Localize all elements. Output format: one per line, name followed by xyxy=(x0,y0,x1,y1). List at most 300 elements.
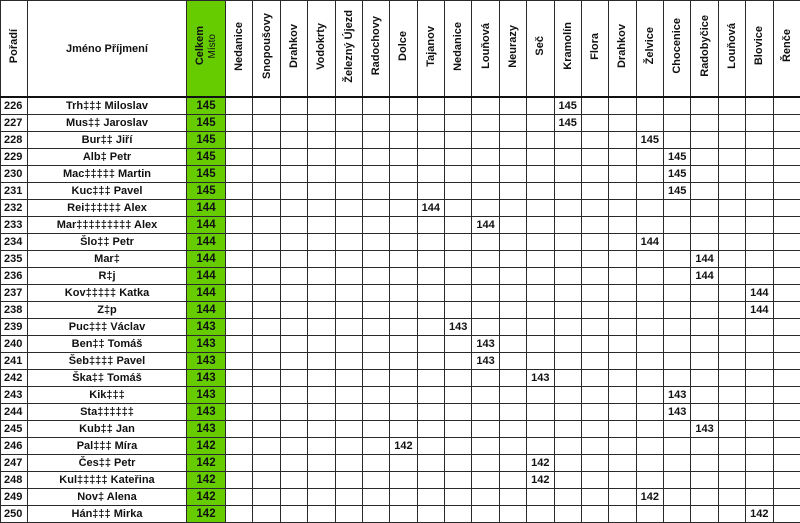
score-cell xyxy=(636,251,663,268)
score-cell xyxy=(746,200,773,217)
score-cell xyxy=(718,166,745,183)
score-cell xyxy=(527,97,554,115)
score-cell xyxy=(773,319,800,336)
score-cell: 143 xyxy=(472,336,499,353)
table-row xyxy=(1,268,800,285)
venue-header xyxy=(609,1,636,98)
score-cell xyxy=(691,387,718,404)
venue-header xyxy=(253,1,280,98)
score-cell xyxy=(390,506,417,523)
score-cell: 143 xyxy=(664,404,691,421)
score-cell xyxy=(280,302,307,319)
score-cell xyxy=(691,200,718,217)
score-cell xyxy=(554,472,581,489)
table-row xyxy=(1,489,800,506)
score-cell xyxy=(390,97,417,115)
score-cell xyxy=(226,319,253,336)
score-cell xyxy=(472,115,499,132)
total-cell: 145 xyxy=(187,183,226,200)
table-row xyxy=(1,319,800,336)
score-cell xyxy=(499,472,526,489)
score-cell xyxy=(472,149,499,166)
venue-header xyxy=(554,1,581,98)
score-cell xyxy=(554,183,581,200)
score-cell xyxy=(581,421,608,438)
total-cell: 143 xyxy=(187,404,226,421)
score-cell xyxy=(581,455,608,472)
score-cell xyxy=(472,506,499,523)
score-cell xyxy=(253,472,280,489)
score-cell: 144 xyxy=(691,251,718,268)
score-cell xyxy=(718,353,745,370)
score-cell xyxy=(609,251,636,268)
score-cell xyxy=(362,404,389,421)
rank-cell: 227 xyxy=(1,115,28,132)
score-cell xyxy=(746,217,773,234)
name-cell: Ben‡‡ Tomáš xyxy=(28,336,187,353)
score-cell xyxy=(335,268,362,285)
score-cell: 145 xyxy=(554,97,581,115)
name-cell: Mus‡‡ Jaroslav xyxy=(28,115,187,132)
name-cell: Ška‡‡ Tomáš xyxy=(28,370,187,387)
table-row xyxy=(1,149,800,166)
table-row xyxy=(1,302,800,319)
score-cell xyxy=(746,438,773,455)
score-cell xyxy=(581,353,608,370)
score-cell xyxy=(390,336,417,353)
score-cell xyxy=(445,217,472,234)
venue-header xyxy=(362,1,389,98)
score-cell xyxy=(445,200,472,217)
score-cell xyxy=(308,489,335,506)
score-cell xyxy=(280,336,307,353)
total-cell: 144 xyxy=(187,217,226,234)
score-cell xyxy=(280,115,307,132)
score-cell xyxy=(335,285,362,302)
score-cell xyxy=(280,319,307,336)
table-row xyxy=(1,234,800,251)
rank-cell: 228 xyxy=(1,132,28,149)
venue-header xyxy=(718,1,745,98)
score-cell xyxy=(746,455,773,472)
name-cell: Šlo‡‡ Petr xyxy=(28,234,187,251)
total-cell: 145 xyxy=(187,149,226,166)
score-cell xyxy=(445,115,472,132)
rank-cell: 234 xyxy=(1,234,28,251)
score-cell xyxy=(308,421,335,438)
score-cell xyxy=(609,149,636,166)
score-cell xyxy=(308,302,335,319)
score-cell xyxy=(527,268,554,285)
score-cell xyxy=(362,200,389,217)
score-cell xyxy=(773,336,800,353)
score-cell xyxy=(664,132,691,149)
score-cell xyxy=(609,268,636,285)
score-cell xyxy=(554,268,581,285)
score-cell xyxy=(390,183,417,200)
rank-cell: 226 xyxy=(1,97,28,115)
score-cell xyxy=(362,268,389,285)
score-cell xyxy=(499,506,526,523)
score-cell xyxy=(390,319,417,336)
name-cell: R‡j xyxy=(28,268,187,285)
score-cell xyxy=(718,489,745,506)
venue-header-label: Drahkov xyxy=(288,24,300,68)
score-cell xyxy=(773,217,800,234)
score-cell: 144 xyxy=(417,200,444,217)
venue-header-label: Neurazy xyxy=(507,25,519,68)
score-cell xyxy=(390,455,417,472)
score-cell xyxy=(664,285,691,302)
score-cell xyxy=(335,438,362,455)
name-cell: Bur‡‡ Jiří xyxy=(28,132,187,149)
name-cell: Šeb‡‡‡‡ Pavel xyxy=(28,353,187,370)
score-cell xyxy=(253,387,280,404)
score-cell xyxy=(445,455,472,472)
score-cell xyxy=(746,472,773,489)
score-cell xyxy=(773,506,800,523)
score-cell xyxy=(308,166,335,183)
score-cell xyxy=(636,217,663,234)
score-cell xyxy=(226,489,253,506)
score-cell xyxy=(527,336,554,353)
score-cell xyxy=(308,472,335,489)
score-cell xyxy=(554,200,581,217)
score-cell xyxy=(664,353,691,370)
total-cell: 142 xyxy=(187,455,226,472)
score-cell xyxy=(390,421,417,438)
score-cell xyxy=(362,455,389,472)
score-cell: 142 xyxy=(636,489,663,506)
score-cell xyxy=(718,506,745,523)
score-cell xyxy=(554,506,581,523)
total-cell: 144 xyxy=(187,302,226,319)
rank-cell: 241 xyxy=(1,353,28,370)
rank-cell: 239 xyxy=(1,319,28,336)
score-cell xyxy=(362,319,389,336)
score-cell xyxy=(499,421,526,438)
score-cell xyxy=(308,149,335,166)
score-cell xyxy=(527,166,554,183)
score-cell xyxy=(718,132,745,149)
score-cell xyxy=(664,489,691,506)
score-cell xyxy=(691,455,718,472)
score-cell xyxy=(280,353,307,370)
score-cell xyxy=(499,370,526,387)
score-cell xyxy=(718,97,745,115)
score-cell xyxy=(718,149,745,166)
score-cell xyxy=(746,149,773,166)
score-cell xyxy=(746,268,773,285)
score-cell xyxy=(253,149,280,166)
rank-cell: 245 xyxy=(1,421,28,438)
score-cell xyxy=(335,336,362,353)
score-cell xyxy=(445,421,472,438)
score-cell xyxy=(581,370,608,387)
venue-header-label: Chocenice xyxy=(671,18,683,74)
venue-header-label: Flora xyxy=(589,33,601,60)
name-cell: Mac‡‡‡‡‡ Martin xyxy=(28,166,187,183)
score-cell xyxy=(499,97,526,115)
score-cell xyxy=(253,506,280,523)
score-cell xyxy=(773,234,800,251)
score-cell xyxy=(609,234,636,251)
score-cell xyxy=(609,489,636,506)
score-cell: 145 xyxy=(664,166,691,183)
score-cell xyxy=(499,353,526,370)
score-cell: 142 xyxy=(527,455,554,472)
score-cell xyxy=(773,455,800,472)
score-cell xyxy=(308,200,335,217)
venue-header-label: Radochovy xyxy=(370,16,382,75)
score-cell xyxy=(280,132,307,149)
score-cell xyxy=(253,234,280,251)
score-cell xyxy=(636,319,663,336)
score-cell xyxy=(280,421,307,438)
rank-cell: 250 xyxy=(1,506,28,523)
score-cell xyxy=(472,234,499,251)
score-cell xyxy=(636,183,663,200)
score-cell xyxy=(335,353,362,370)
score-cell xyxy=(718,472,745,489)
score-cell: 145 xyxy=(554,115,581,132)
score-cell xyxy=(746,421,773,438)
score-cell xyxy=(636,370,663,387)
score-cell: 143 xyxy=(472,353,499,370)
table-row xyxy=(1,132,800,149)
score-cell xyxy=(718,421,745,438)
score-cell xyxy=(253,166,280,183)
score-cell xyxy=(362,489,389,506)
score-cell xyxy=(362,251,389,268)
score-cell xyxy=(390,370,417,387)
score-cell xyxy=(718,387,745,404)
table-body xyxy=(1,97,800,523)
score-cell xyxy=(362,97,389,115)
score-cell xyxy=(773,132,800,149)
score-cell xyxy=(609,217,636,234)
venue-header xyxy=(335,1,362,98)
venue-header-label: Želvice xyxy=(644,27,656,64)
score-cell xyxy=(581,336,608,353)
venue-header xyxy=(226,1,253,98)
score-cell xyxy=(472,421,499,438)
score-cell xyxy=(691,336,718,353)
score-cell xyxy=(390,251,417,268)
score-cell xyxy=(280,149,307,166)
name-cell: Z‡p xyxy=(28,302,187,319)
score-cell xyxy=(636,200,663,217)
score-cell xyxy=(362,285,389,302)
score-cell xyxy=(308,438,335,455)
score-cell xyxy=(226,149,253,166)
score-cell xyxy=(226,302,253,319)
score-cell xyxy=(472,387,499,404)
score-cell xyxy=(609,336,636,353)
rank-cell: 243 xyxy=(1,387,28,404)
score-cell xyxy=(636,438,663,455)
score-cell: 143 xyxy=(527,370,554,387)
score-cell: 144 xyxy=(636,234,663,251)
score-cell xyxy=(773,302,800,319)
score-cell xyxy=(691,217,718,234)
rank-cell: 229 xyxy=(1,149,28,166)
score-cell xyxy=(718,404,745,421)
score-cell xyxy=(581,200,608,217)
score-cell xyxy=(554,370,581,387)
score-cell xyxy=(417,353,444,370)
name-cell: Mar‡ xyxy=(28,251,187,268)
score-cell xyxy=(773,285,800,302)
score-cell xyxy=(499,404,526,421)
score-cell xyxy=(746,183,773,200)
name-cell: Sta‡‡‡‡‡‡ xyxy=(28,404,187,421)
score-cell: 142 xyxy=(390,438,417,455)
score-cell xyxy=(280,97,307,115)
score-cell xyxy=(335,251,362,268)
score-cell xyxy=(609,506,636,523)
score-cell xyxy=(308,97,335,115)
score-cell xyxy=(746,353,773,370)
score-cell xyxy=(445,404,472,421)
total-cell: 145 xyxy=(187,132,226,149)
score-cell xyxy=(691,506,718,523)
score-cell xyxy=(390,302,417,319)
score-cell xyxy=(417,234,444,251)
venue-header xyxy=(527,1,554,98)
score-cell xyxy=(718,268,745,285)
score-cell xyxy=(664,302,691,319)
score-cell xyxy=(472,472,499,489)
total-cell: 144 xyxy=(187,200,226,217)
score-cell xyxy=(609,183,636,200)
score-cell xyxy=(499,302,526,319)
score-cell xyxy=(773,353,800,370)
score-cell: 143 xyxy=(691,421,718,438)
score-cell xyxy=(308,387,335,404)
score-cell xyxy=(527,251,554,268)
score-cell xyxy=(445,234,472,251)
score-cell xyxy=(581,132,608,149)
score-cell xyxy=(499,268,526,285)
score-cell: 144 xyxy=(746,285,773,302)
score-cell xyxy=(554,149,581,166)
score-cell xyxy=(226,268,253,285)
score-cell xyxy=(472,183,499,200)
score-cell xyxy=(226,455,253,472)
score-cell xyxy=(335,234,362,251)
score-cell xyxy=(527,302,554,319)
score-cell xyxy=(472,370,499,387)
score-cell xyxy=(445,285,472,302)
venue-header xyxy=(280,1,307,98)
score-cell xyxy=(554,336,581,353)
score-cell xyxy=(499,285,526,302)
score-cell xyxy=(362,217,389,234)
score-cell xyxy=(527,200,554,217)
name-header: Jméno Příjmení xyxy=(28,1,187,98)
score-cell xyxy=(636,455,663,472)
score-cell xyxy=(773,421,800,438)
score-cell xyxy=(335,404,362,421)
score-cell xyxy=(746,387,773,404)
score-cell xyxy=(253,319,280,336)
score-cell xyxy=(335,370,362,387)
score-cell xyxy=(472,302,499,319)
score-cell xyxy=(226,506,253,523)
table-row xyxy=(1,421,800,438)
score-cell: 144 xyxy=(691,268,718,285)
score-cell xyxy=(417,506,444,523)
score-cell xyxy=(773,438,800,455)
score-cell xyxy=(390,149,417,166)
score-cell xyxy=(308,234,335,251)
score-cell xyxy=(253,302,280,319)
score-cell xyxy=(472,200,499,217)
table-row xyxy=(1,370,800,387)
score-cell xyxy=(691,319,718,336)
score-cell: 145 xyxy=(636,132,663,149)
score-cell xyxy=(499,217,526,234)
score-cell xyxy=(554,489,581,506)
score-cell xyxy=(773,268,800,285)
score-cell xyxy=(718,302,745,319)
table-row xyxy=(1,251,800,268)
score-cell xyxy=(226,472,253,489)
score-cell xyxy=(691,404,718,421)
score-cell xyxy=(499,319,526,336)
score-cell xyxy=(691,302,718,319)
score-cell xyxy=(226,97,253,115)
score-cell xyxy=(280,251,307,268)
venue-header xyxy=(664,1,691,98)
score-cell xyxy=(253,268,280,285)
score-cell xyxy=(417,268,444,285)
score-cell xyxy=(746,234,773,251)
total-cell: 143 xyxy=(187,353,226,370)
score-cell xyxy=(773,387,800,404)
score-cell xyxy=(226,438,253,455)
score-cell xyxy=(773,251,800,268)
score-cell xyxy=(527,506,554,523)
score-cell xyxy=(445,336,472,353)
score-cell xyxy=(253,251,280,268)
score-cell xyxy=(746,166,773,183)
score-cell xyxy=(581,438,608,455)
score-cell xyxy=(691,97,718,115)
score-cell xyxy=(636,166,663,183)
score-cell xyxy=(445,251,472,268)
score-cell xyxy=(390,200,417,217)
score-cell xyxy=(609,455,636,472)
score-cell xyxy=(664,438,691,455)
score-cell xyxy=(581,472,608,489)
rank-cell: 232 xyxy=(1,200,28,217)
score-cell xyxy=(609,319,636,336)
table-row xyxy=(1,404,800,421)
venue-header xyxy=(636,1,663,98)
total-cell: 145 xyxy=(187,97,226,115)
total-cell: 145 xyxy=(187,115,226,132)
score-cell xyxy=(527,421,554,438)
score-cell xyxy=(609,166,636,183)
score-cell xyxy=(636,472,663,489)
score-cell xyxy=(335,455,362,472)
score-cell xyxy=(554,234,581,251)
table-row xyxy=(1,97,800,115)
venue-header-label: Louňová xyxy=(726,23,738,69)
score-cell: 144 xyxy=(746,302,773,319)
